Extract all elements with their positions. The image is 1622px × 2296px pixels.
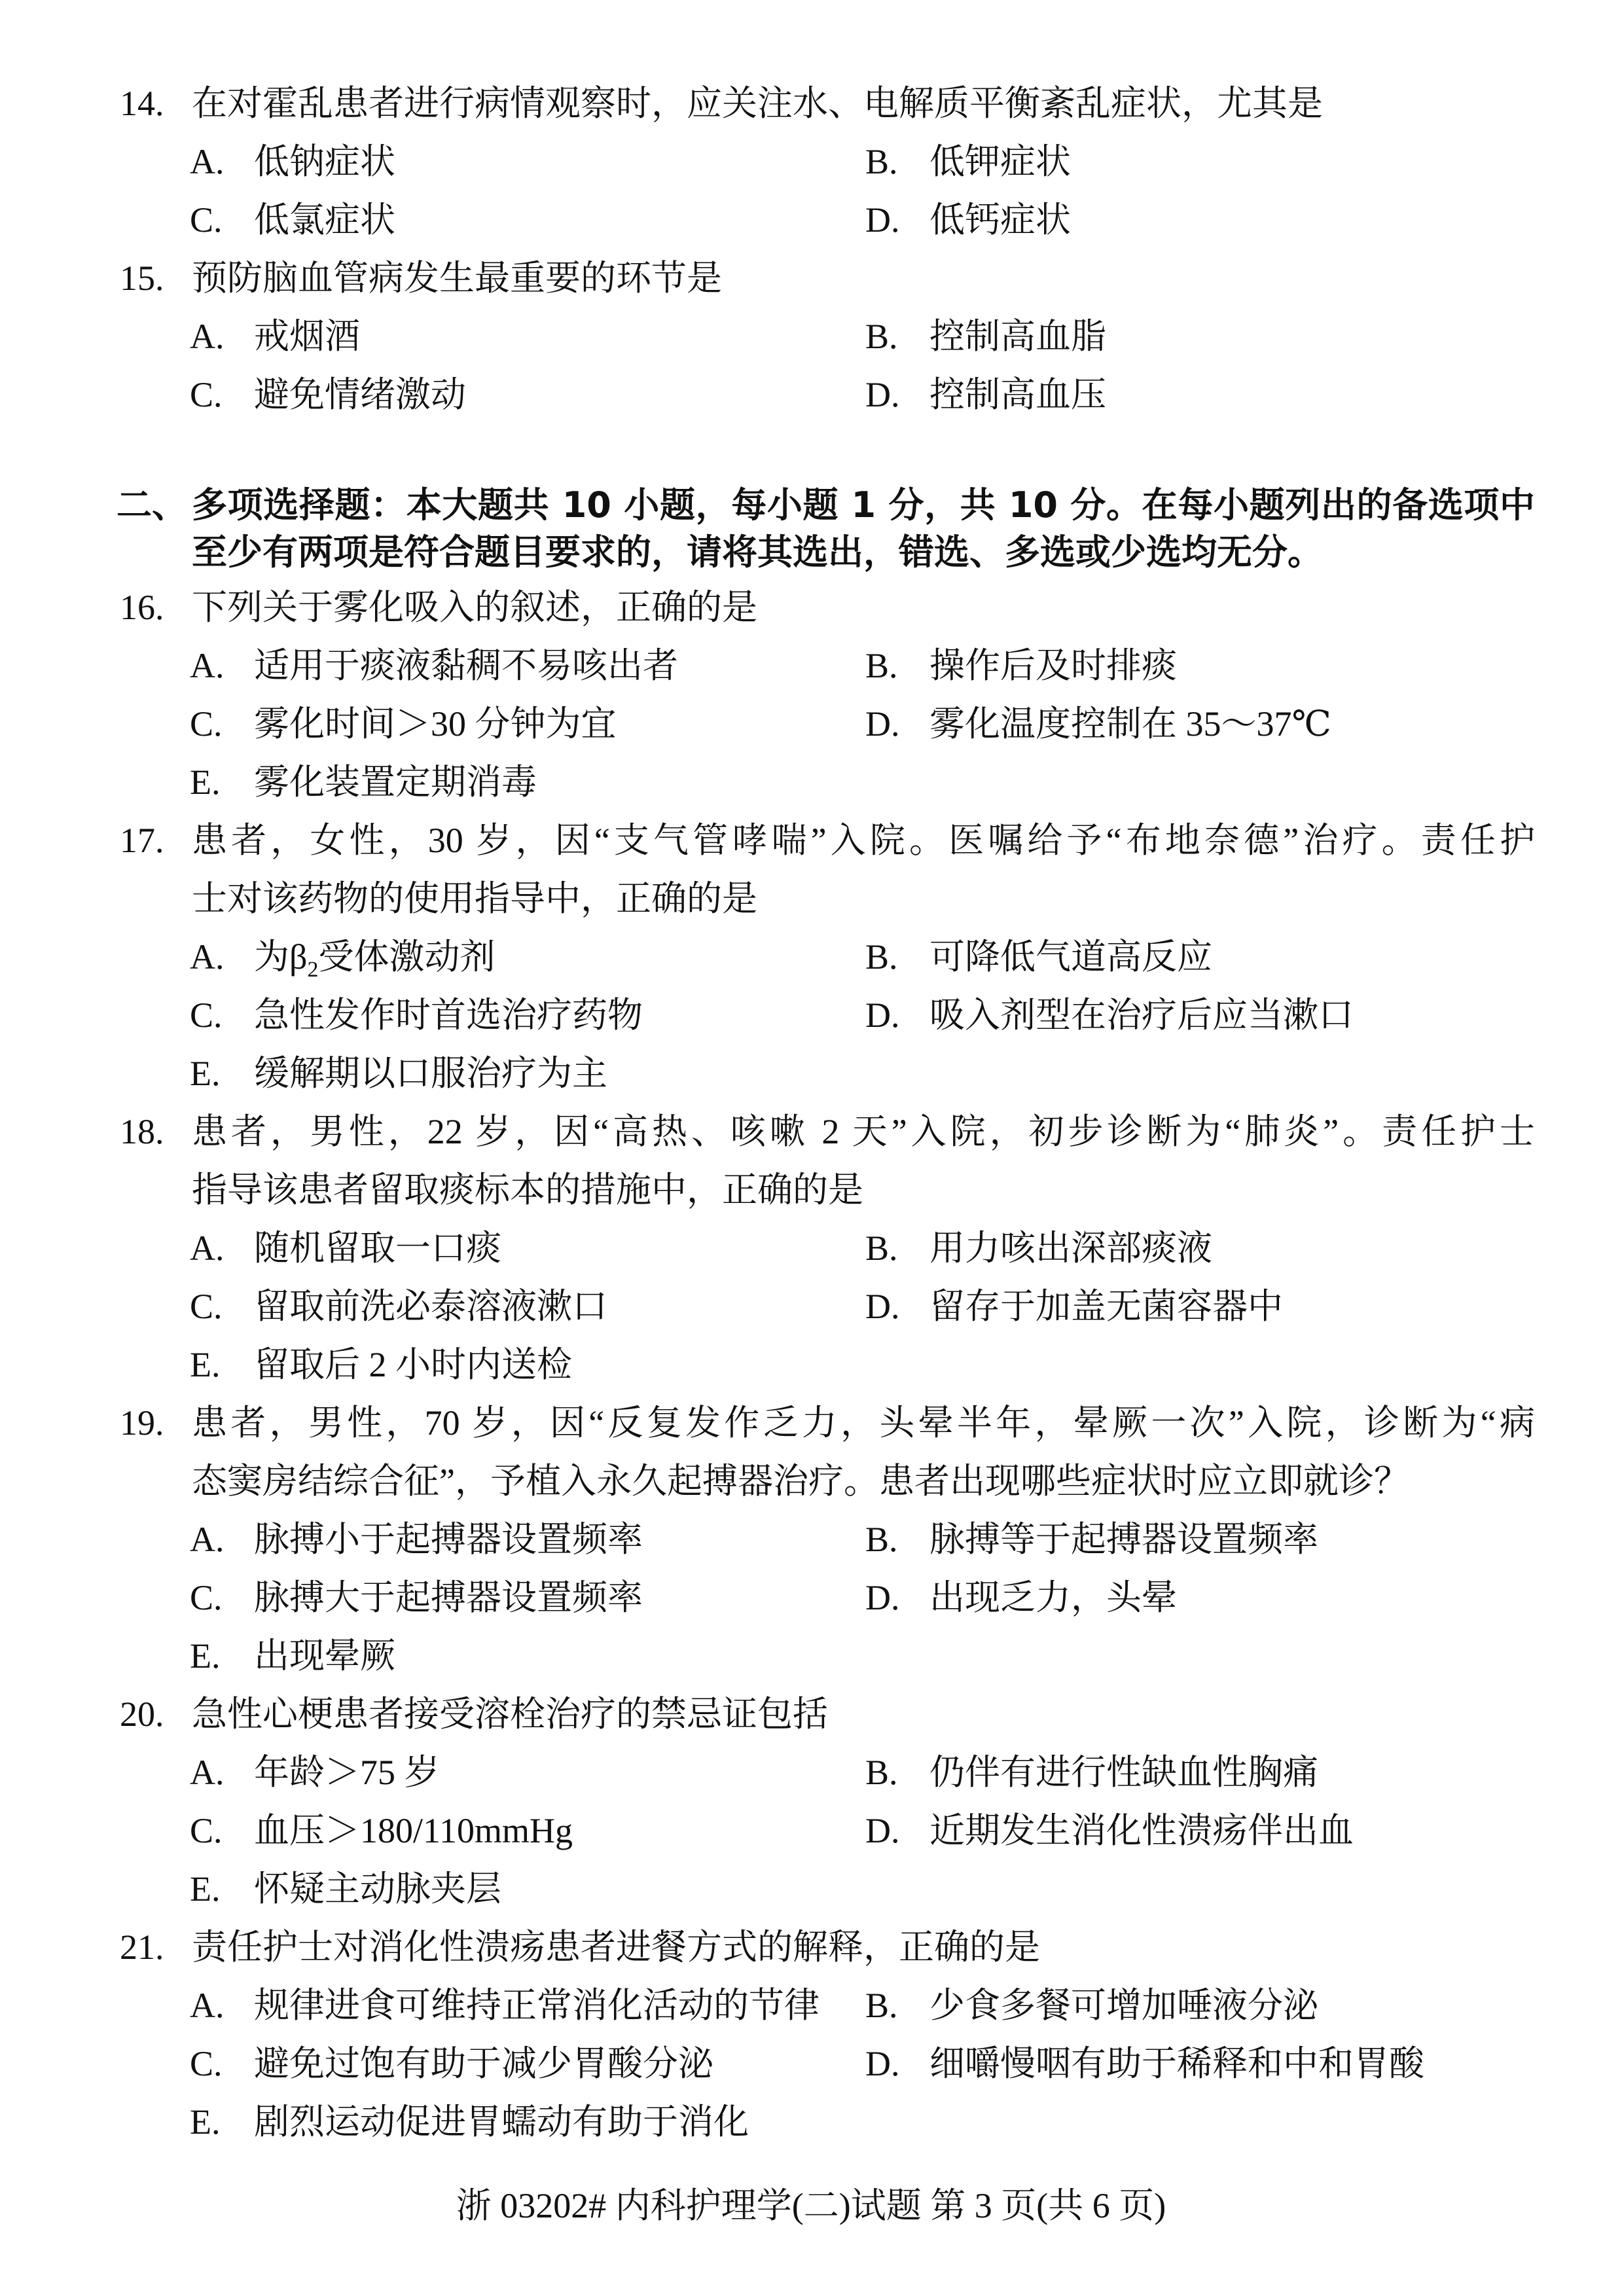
- question-stem-line-1: 患者，男性，22 岁，因“高热、咳嗽 2 天”入院，初步诊断为“肺炎”。责任护士: [192, 1112, 1535, 1151]
- option-text: 可降低气道高反应: [929, 937, 1212, 977]
- option-label: B.: [865, 1229, 898, 1268]
- option-c: [190, 994, 643, 1036]
- option-a: [190, 936, 496, 982]
- option-label: B.: [865, 646, 898, 685]
- option-label: A.: [190, 937, 225, 977]
- option-d: [865, 994, 1354, 1036]
- option-b: [865, 1518, 1318, 1560]
- option-b: [865, 315, 1106, 357]
- option-a: [190, 315, 360, 357]
- option-label: B.: [865, 1753, 898, 1792]
- option-label: D.: [865, 704, 900, 744]
- option-d: [865, 1577, 1177, 1619]
- option-label: B.: [865, 142, 898, 181]
- question-number: 20.: [120, 1695, 164, 1734]
- option-a: [190, 141, 395, 183]
- option-d: [865, 2043, 1424, 2085]
- option-text: 血压＞180/110mmHg: [254, 1811, 573, 1850]
- question-stem-line-2: 态窦房结综合征”，予植入永久起搏器治疗。患者出现哪些症状时应立即就诊？: [192, 1462, 1409, 1501]
- option-text: 规律进食可维持正常消化活动的节律: [254, 1986, 820, 2025]
- option-d: [865, 199, 1071, 241]
- option-e: [190, 1635, 395, 1677]
- question-number: 21.: [120, 1928, 164, 1967]
- option-d: [865, 374, 1106, 416]
- option-label: D.: [865, 996, 900, 1035]
- option-label: D.: [865, 1578, 900, 1617]
- option-text-pre: 为β: [254, 937, 308, 977]
- option-a: [190, 1984, 820, 2026]
- question-stem: 下列关于雾化吸入的叙述，正确的是: [192, 588, 757, 627]
- option-label: E.: [190, 1869, 221, 1909]
- option-label: C.: [190, 375, 223, 414]
- option-text: 年龄＞75 岁: [254, 1753, 440, 1792]
- option-label: E.: [190, 762, 221, 802]
- option-label: A.: [190, 646, 225, 685]
- option-label: B.: [865, 1520, 898, 1559]
- option-label: C.: [190, 1287, 223, 1326]
- option-text: 用力咳出深部痰液: [929, 1229, 1212, 1268]
- option-label: A.: [190, 142, 225, 181]
- option-label: D.: [865, 1811, 900, 1850]
- question-stem-line-1: 患者，女性，30 岁，因“支气管哮喘”入院。医嘱给予“布地奈德”治疗。责任护: [192, 821, 1535, 860]
- option-text: 低钙症状: [929, 200, 1071, 240]
- option-label: A.: [190, 1520, 225, 1559]
- option-label: C.: [190, 200, 223, 240]
- option-text: 操作后及时排痰: [929, 646, 1177, 685]
- option-text: 低钾症状: [929, 142, 1071, 181]
- option-b: [865, 141, 1071, 183]
- option-label: B.: [865, 317, 898, 356]
- option-text: 戒烟酒: [254, 317, 360, 356]
- option-text: 仍伴有进行性缺血性胸痛: [929, 1753, 1318, 1792]
- option-text: 控制高血脂: [929, 317, 1106, 356]
- option-label: D.: [865, 375, 900, 414]
- option-text: 出现乏力，头晕: [929, 1578, 1177, 1617]
- option-e: [190, 1052, 607, 1094]
- option-label: D.: [865, 1287, 900, 1326]
- option-text: 留存于加盖无菌容器中: [929, 1287, 1283, 1326]
- option-label: E.: [190, 1636, 221, 1676]
- option-text: 留取后 2 小时内送检: [254, 1345, 572, 1384]
- option-a: [190, 1227, 501, 1269]
- option-text: 随机留取一口痰: [254, 1229, 501, 1268]
- option-e: [190, 2101, 749, 2143]
- option-b: [865, 1227, 1212, 1269]
- option-label: A.: [190, 1986, 225, 2025]
- option-d: [865, 1285, 1283, 1327]
- option-e: [190, 1344, 572, 1386]
- option-c: [190, 199, 395, 241]
- option-label: C.: [190, 704, 223, 744]
- option-label: A.: [190, 1753, 225, 1792]
- option-d: [865, 1810, 1354, 1852]
- option-label: E.: [190, 2102, 221, 2142]
- option-label: B.: [865, 937, 898, 977]
- option-text-post: 受体激动剂: [318, 937, 496, 977]
- section-instructions-line-1: 多项选择题：本大题共 10 小题，每小题 1 分，共 10 分。在每小题列出的备选项中: [192, 484, 1535, 526]
- option-text: 出现晕厥: [254, 1636, 395, 1676]
- option-a: [190, 1518, 643, 1560]
- question-number: 16.: [120, 588, 164, 627]
- question-stem-line-1: 患者，男性，70 岁，因“反复发作乏力，头晕半年，晕厥一次”入院，诊断为“病: [192, 1403, 1535, 1443]
- option-text: 脉搏大于起搏器设置频率: [254, 1578, 643, 1617]
- question-stem: 预防脑血管病发生最重要的环节是: [192, 259, 722, 298]
- option-a: [190, 645, 678, 687]
- option-text: 少食多餐可增加唾液分泌: [929, 1986, 1318, 2025]
- option-e: [190, 1868, 501, 1910]
- option-text-subscript: 2: [307, 957, 319, 982]
- option-label: C.: [190, 1578, 223, 1617]
- option-b: [865, 1751, 1318, 1793]
- question-stem: 急性心梗患者接受溶栓治疗的禁忌证包括: [192, 1695, 828, 1734]
- question-stem: 在对霍乱患者进行病情观察时，应关注水、电解质平衡紊乱症状，尤其是: [192, 84, 1323, 123]
- section-instructions-line-2: 至少有两项是符合题目要求的，请将其选出，错选、多选或少选均无分。: [192, 531, 1323, 573]
- option-label: C.: [190, 2044, 223, 2083]
- option-text: 缓解期以口服治疗为主: [254, 1054, 607, 1093]
- option-text: 剧烈运动促进胃蠕动有助于消化: [254, 2102, 749, 2142]
- option-c: [190, 2043, 713, 2085]
- question-number: 14.: [120, 84, 164, 123]
- option-c: [190, 374, 466, 416]
- option-text: 雾化装置定期消毒: [254, 762, 537, 802]
- question-number: 17.: [120, 821, 164, 860]
- option-text: 脉搏等于起搏器设置频率: [929, 1520, 1318, 1559]
- option-text: 控制高血压: [929, 375, 1106, 414]
- page-footer: 浙 03202# 内科护理学(二)试题 第 3 页(共 6 页): [456, 2186, 1166, 2225]
- option-b: [865, 1984, 1318, 2026]
- question-stem-line-2: 士对该药物的使用指导中，正确的是: [192, 879, 757, 918]
- section-number: 二、: [117, 484, 187, 526]
- option-text: 急性发作时首选治疗药物: [254, 996, 643, 1035]
- option-b: [865, 645, 1177, 687]
- option-label: B.: [865, 1986, 898, 2025]
- option-text: 低氯症状: [254, 200, 395, 240]
- option-text: 雾化温度控制在 35～37℃: [929, 704, 1331, 744]
- option-text: 避免情绪激动: [254, 375, 466, 414]
- option-text: 吸入剂型在治疗后应当漱口: [929, 996, 1354, 1035]
- option-c: [190, 1810, 573, 1852]
- question-number: 15.: [120, 259, 164, 298]
- question-number: 19.: [120, 1403, 164, 1443]
- option-c: [190, 1577, 643, 1619]
- option-text: 避免过饱有助于减少胃酸分泌: [254, 2044, 713, 2083]
- option-text: 雾化时间＞30 分钟为宜: [254, 704, 617, 744]
- option-label: C.: [190, 996, 223, 1035]
- option-text: 适用于痰液黏稠不易咳出者: [254, 646, 678, 685]
- option-text: 近期发生消化性溃疡伴出血: [929, 1811, 1354, 1850]
- question-stem-line-2: 指导该患者留取痰标本的措施中，正确的是: [192, 1170, 863, 1210]
- option-a: [190, 1751, 440, 1793]
- option-text: 细嚼慢咽有助于稀释和中和胃酸: [929, 2044, 1424, 2083]
- option-label: C.: [190, 1811, 223, 1850]
- question-number: 18.: [120, 1112, 164, 1151]
- option-c: [190, 1285, 607, 1327]
- option-c: [190, 703, 617, 745]
- question-stem: 责任护士对消化性溃疡患者进餐方式的解释，正确的是: [192, 1928, 1040, 1967]
- option-label: E.: [190, 1345, 221, 1384]
- option-text: 脉搏小于起搏器设置频率: [254, 1520, 643, 1559]
- option-label: A.: [190, 317, 225, 356]
- option-d: [865, 703, 1331, 745]
- option-e: [190, 761, 537, 803]
- option-label: D.: [865, 2044, 900, 2083]
- option-label: D.: [865, 200, 900, 240]
- option-label: E.: [190, 1054, 221, 1093]
- option-text: 留取前洗必泰溶液漱口: [254, 1287, 607, 1326]
- option-text: 怀疑主动脉夹层: [254, 1869, 501, 1909]
- option-b: [865, 936, 1212, 978]
- option-text: 低钠症状: [254, 142, 395, 181]
- option-label: A.: [190, 1229, 225, 1268]
